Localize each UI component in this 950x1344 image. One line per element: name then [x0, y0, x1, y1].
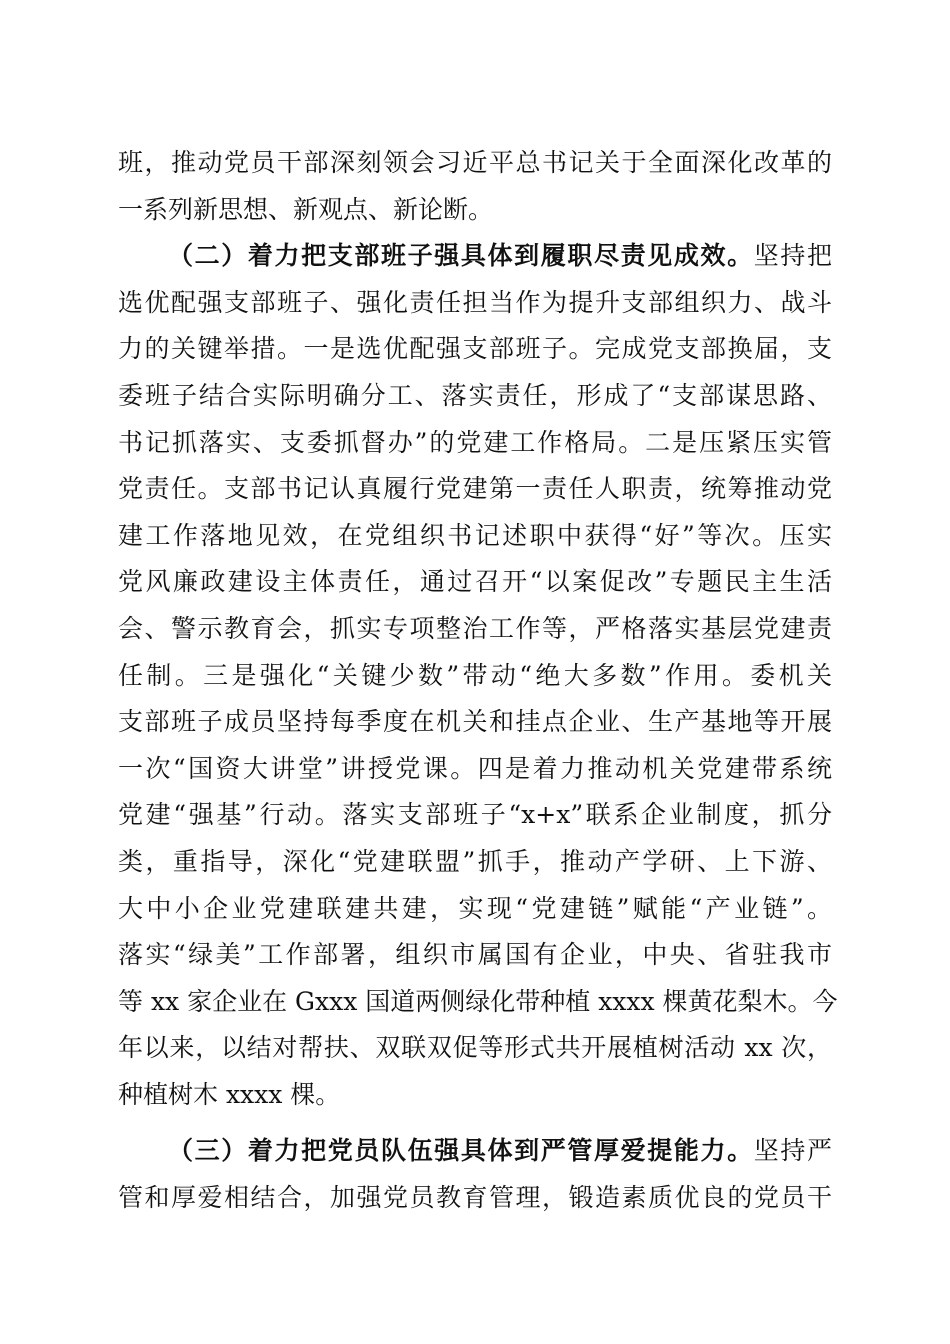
paragraph-line: 书记抓落实、支委抓督办”的党建工作格局。二是压紧压实管: [118, 427, 832, 457]
paragraph-line: 选优配强支部班子、强化责任担当作为提升支部组织力、战斗: [118, 287, 832, 317]
section-heading-2: （二）着力把支部班子强具体到履职尽责见成效。: [168, 241, 754, 271]
paragraph-line: 类，重指导，深化“党建联盟”抓手，推动产学研、上下游、: [118, 846, 832, 876]
paragraph-line: 党责任。支部书记认真履行党建第一责任人职责，统筹推动党: [118, 474, 832, 504]
paragraph-line: 班，推动党员干部深刻领会习近平总书记关于全面深化改革的: [118, 148, 832, 177]
paragraph-line: 支部班子成员坚持每季度在机关和挂点企业、生产基地等开展: [118, 707, 832, 737]
paragraph-line: 落实“绿美”工作部署，组织市属国有企业，中央、省驻我市: [118, 940, 832, 970]
paragraph-line: 等 xx 家企业在 Gxxx 国道两侧绿化带种植 xxxx 棵黄花梨木。今: [118, 986, 838, 1016]
paragraph-line: 党风廉政建设主体责任，通过召开“以案促改”专题民主生活: [118, 567, 832, 597]
paragraph-line: 任制。三是强化“关键少数”带动“绝大多数”作用。委机关: [118, 660, 832, 690]
paragraph-line: 党建“强基”行动。落实支部班子“x+x”联系企业制度，抓分: [118, 800, 832, 830]
paragraph-line: 力的关键举措。一是选优配强支部班子。完成党支部换届，支: [118, 334, 832, 364]
section-heading-line: [118, 1128, 832, 1175]
paragraph-text: 坚持严: [753, 1136, 832, 1166]
paragraph-line: 年以来，以结对帮扶、双联双促等形式共开展植树活动 xx 次，: [118, 1033, 832, 1063]
paragraph-line: 大中小企业党建联建共建，实现“党建链”赋能“产业链”。: [118, 893, 832, 923]
paragraph-line: 种植树木 xxxx 棵。: [118, 1079, 341, 1109]
document-page: [118, 140, 838, 1222]
section-heading-line: [118, 233, 832, 280]
paragraph-line: 委班子结合实际明确分工、落实责任，形成了“支部谋思路、: [118, 380, 832, 410]
section-heading-3: （三）着力把党员队伍强具体到严管厚爱提能力。: [168, 1136, 754, 1166]
paragraph-line: 一次“国资大讲堂”讲授党课。四是着力推动机关党建带系统: [118, 753, 832, 783]
paragraph-line: 管和厚爱相结合，加强党员教育管理，锻造素质优良的党员干: [118, 1183, 832, 1213]
paragraph-line: 建工作落地见效，在党组织书记述职中获得“好”等次。压实: [118, 520, 832, 550]
paragraph-line: 会、警示教育会，抓实专项整治工作等，严格落实基层党建责: [118, 613, 832, 643]
paragraph-line: 一系列新思想、新观点、新论断。: [118, 194, 494, 224]
paragraph-text: 坚持把: [753, 241, 832, 271]
